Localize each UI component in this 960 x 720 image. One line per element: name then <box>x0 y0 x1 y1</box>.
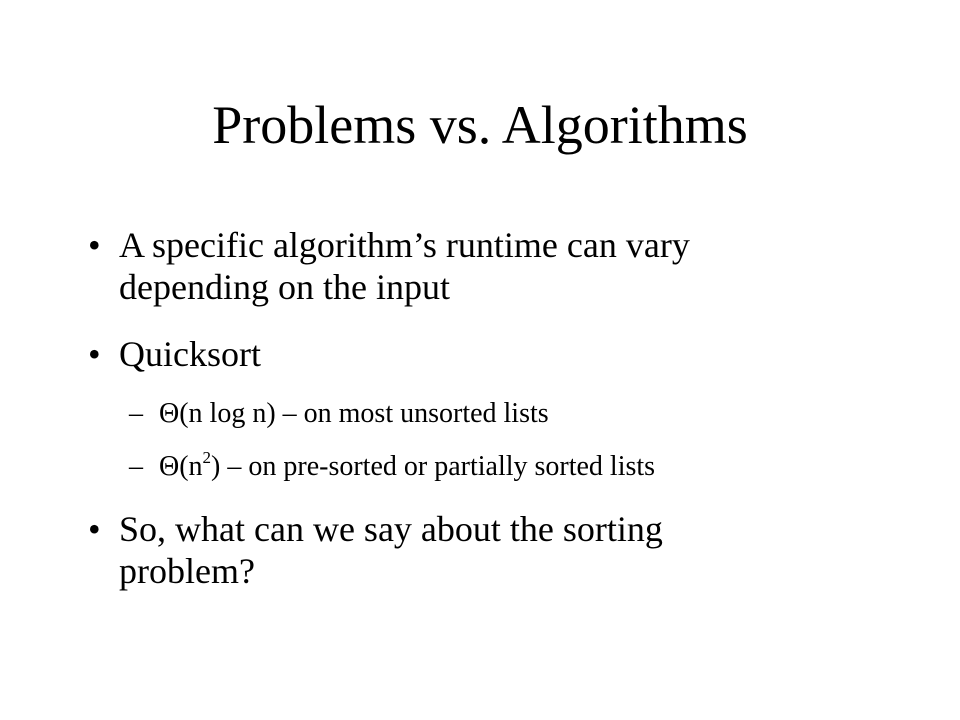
bullet-text <box>119 224 899 308</box>
bullet-line: Quicksort <box>119 334 261 374</box>
bullet-marker: • <box>88 225 101 265</box>
bullet-text <box>119 333 899 375</box>
bullet-line: A specific algorithm’s runtime can vary <box>119 225 690 265</box>
bullet-marker: • <box>88 509 101 549</box>
bullet-line: problem? <box>119 551 255 591</box>
subbullet-text-pre: Θ(n <box>159 451 203 482</box>
subbullet-text-post: ) – on pre-sorted or partially sorted lists <box>211 451 656 482</box>
bullet-line: So, what can we say about the sorting <box>119 509 663 549</box>
bullet-marker: • <box>88 334 101 374</box>
slide-title: Problems vs. Algorithms <box>212 95 748 155</box>
subbullet-n-log-n <box>129 397 549 431</box>
bullet-line: depending on the input <box>119 267 450 307</box>
subbullet-marker: – <box>129 451 143 482</box>
subbullet-n-squared <box>129 447 656 484</box>
bullet-text <box>119 508 899 592</box>
subbullet-text: Θ(n log n) – on most unsorted lists <box>159 398 549 429</box>
subbullet-marker: – <box>129 398 143 429</box>
exponent: 2 <box>202 447 212 467</box>
